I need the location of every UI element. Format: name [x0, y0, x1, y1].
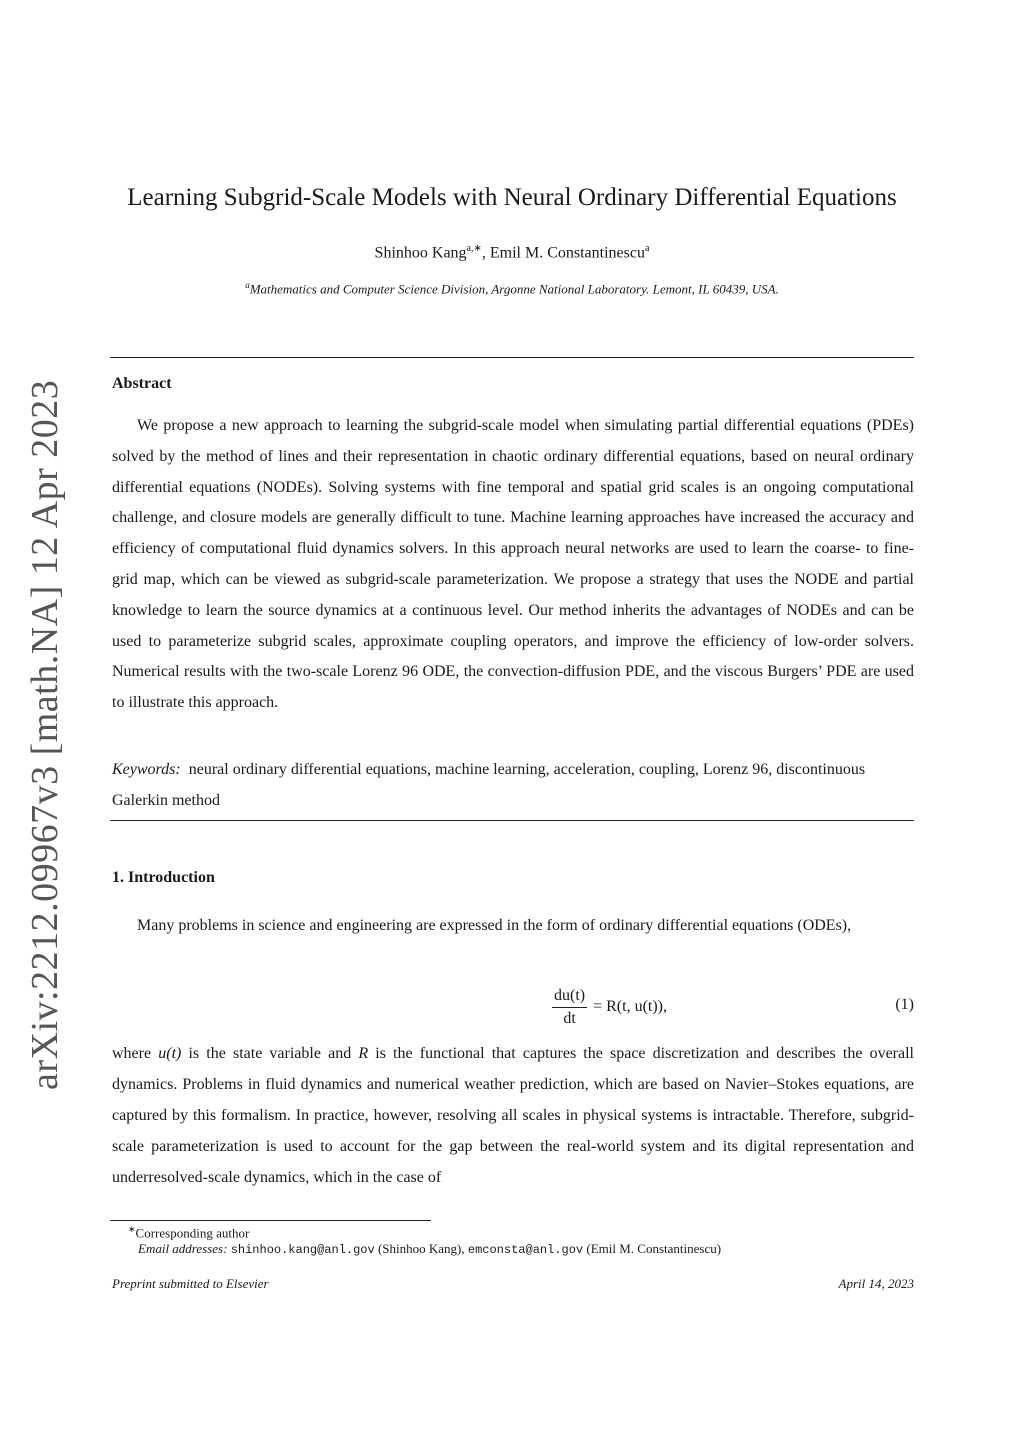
equation-rhs: = R(t, u(t)),	[593, 998, 668, 1015]
affiliation-text: Mathematics and Computer Science Division, Argonne National Laboratory. Lemont, IL 60439, USA.	[249, 281, 779, 297]
footnote-marker: ∗	[128, 1224, 136, 1234]
author-superscript: a,∗	[466, 243, 482, 254]
keywords-label: Keywords:	[112, 761, 181, 778]
keywords	[112, 754, 914, 816]
footnote-text: Corresponding author	[135, 1225, 250, 1241]
divider	[110, 357, 914, 358]
section-heading: 1. Introduction	[112, 869, 215, 886]
math-variable: R	[358, 1045, 369, 1062]
authors	[110, 243, 914, 262]
divider	[110, 820, 914, 821]
author-separator: ,	[481, 244, 490, 262]
author-name: Shinhoo Kang	[374, 244, 467, 262]
text-run: is the state variable and	[181, 1045, 359, 1062]
footer-preprint: Preprint submitted to Elsevier	[112, 1276, 269, 1291]
footer-date: April 14, 2023	[838, 1276, 914, 1291]
email-link[interactable]: emconsta@anl.gov	[467, 1243, 584, 1257]
intro-paragraph	[112, 1038, 914, 1193]
math-variable: u(t)	[158, 1045, 182, 1062]
footnote-rule	[110, 1220, 431, 1221]
equation-fraction	[552, 987, 587, 1028]
equation-denominator: dt	[563, 1009, 576, 1027]
email-link[interactable]: shinhoo.kang@anl.gov	[230, 1243, 375, 1257]
author-name: Emil M. Constantinescu	[489, 244, 645, 262]
email-label: Email addresses:	[138, 1241, 228, 1256]
equation-1	[110, 982, 914, 1032]
footnote-emails	[138, 1241, 721, 1257]
arxiv-sidebar-stamp: arXiv:2212.09967v3 [math.NA] 12 Apr 2023	[24, 379, 66, 1090]
abstract-heading: Abstract	[112, 375, 172, 392]
keywords-text: neural ordinary differential equations, machine learning, acceleration, coupling, Lorenz 96, discontinuous Galerkin method	[112, 761, 866, 809]
affiliation-superscript: a	[245, 280, 250, 290]
equation-number: (1)	[895, 996, 914, 1013]
abstract-text: We propose a new approach to learning the subgrid-scale model when simulating partial differential equations (PDEs) solved by the method of lines and their representation in chaotic ordinary differential equations, based on neural ordinary differential equations (NODEs). Solving systems with fine temporal and spatial grid scales is an ongoing computational challenge, and closure models are generally difficult to tune. Machine learning approaches have increased the accuracy and efficiency of computational fluid dynamics solvers. In this approach neural networks are used to learn the coarse- to fine-grid map, which can be viewed as subgrid-scale parameterization. We propose a strategy that uses the NODE and partial knowledge to learn the source dynamics at a continuous level. Our method inherits the advantages of NODEs and can be used to parameterize subgrid scales, approximate coupling operators, and improve the efficiency of low-order solvers. Numerical results with the two-scale Lorenz 96 ODE, the convection-diffusion PDE, and the viscous Burgers’ PDE are used to illustrate this approach.	[112, 417, 914, 712]
email-owner: (Shinhoo Kang),	[377, 1241, 465, 1256]
paper-title: Learning Subgrid-Scale Models with Neural Ordinary Differential Equations	[127, 184, 897, 211]
affiliation	[110, 280, 914, 297]
text-run: where	[112, 1045, 159, 1062]
text-run: is the functional that captures the space discretization and describes the overall dynamics. Problems in fluid dynamics and numerical weather prediction, which are based on Navier–Stokes equations, are captured by this formalism. In practice, however, resolving all scales in physical systems is intractable. Therefore, subgrid-scale parameterization is used to account for the gap between the real-world system and its digital representation and underresolved-scale dynamics, which in the case of	[112, 1045, 914, 1186]
intro-paragraph: Many problems in science and engineering are expressed in the form of ordinary differential equations (ODEs),	[137, 917, 852, 934]
equation-numerator: du(t)	[552, 987, 587, 1008]
footnote-corresponding	[128, 1224, 249, 1241]
author-superscript: a	[644, 243, 650, 254]
email-owner: (Emil M. Constantinescu)	[586, 1241, 722, 1256]
